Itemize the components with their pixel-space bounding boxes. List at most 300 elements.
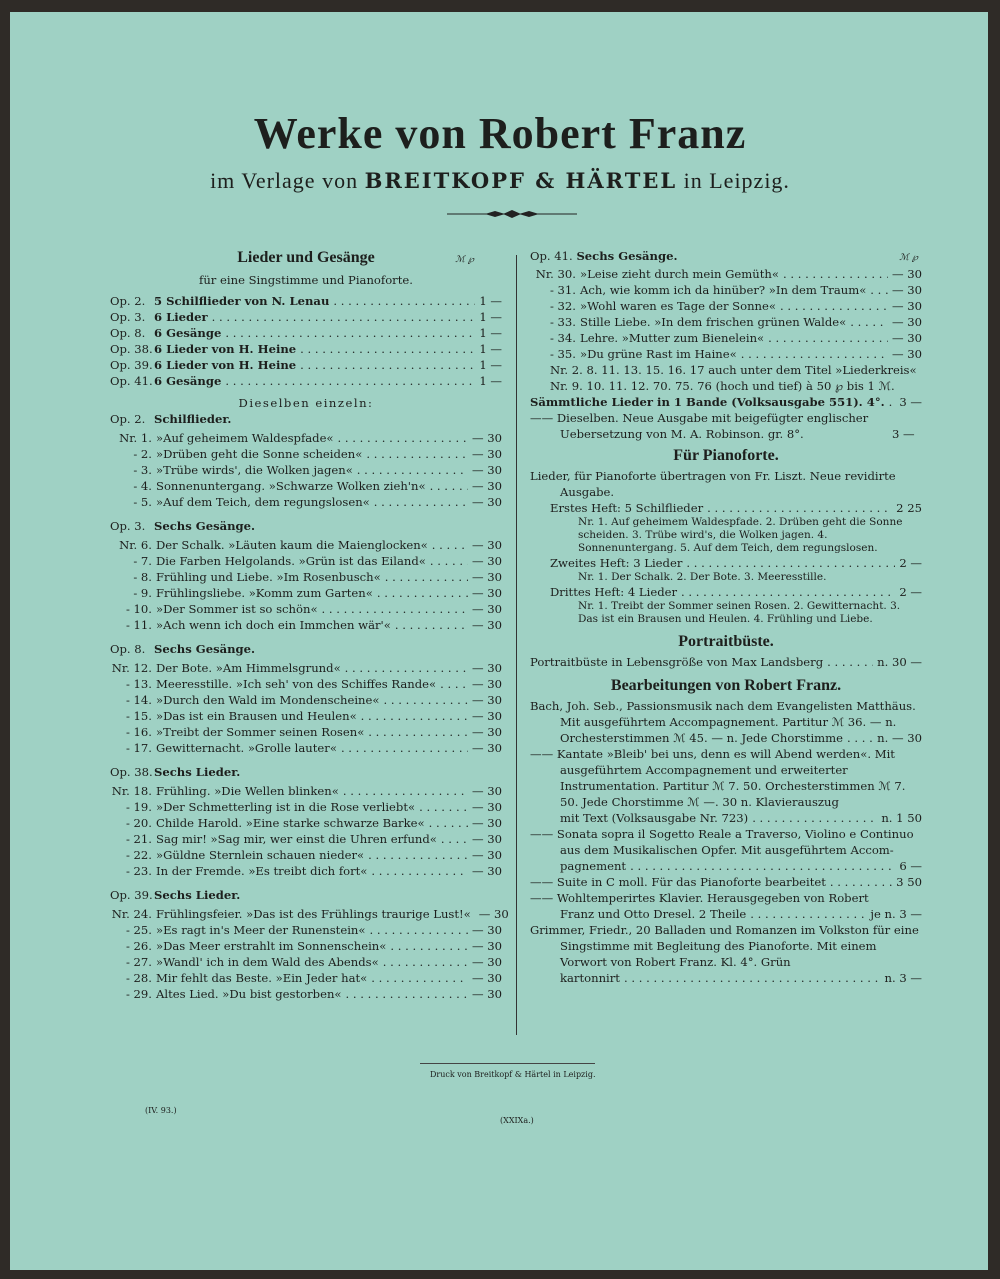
song-title: Frühling. »Die Wellen blinken« xyxy=(156,784,339,798)
collection-price: 1 — xyxy=(479,294,502,308)
song-label xyxy=(530,282,866,298)
song-price: — 30 xyxy=(471,677,502,691)
song-row xyxy=(530,298,922,314)
saemmtliche-row xyxy=(530,394,922,410)
song-price: — 30 xyxy=(471,741,502,755)
song-price: — 30 xyxy=(891,331,922,345)
song-label xyxy=(110,906,471,922)
song-price: — 30 xyxy=(471,816,502,830)
dieselben-text: —— Dieselben. Neue Ausgabe mit beigefügter englischer Uebersetzung von M. A. Robinson. gr. 8°. xyxy=(530,411,869,441)
heft3-price: 2 — xyxy=(899,585,922,599)
footer-rule xyxy=(420,1063,595,1064)
leader-dots xyxy=(225,373,475,389)
song-title: Frühling und Liebe. »Im Rosenbusch« xyxy=(156,570,381,584)
song-row xyxy=(110,831,502,847)
song-label xyxy=(110,462,353,478)
leader-dots xyxy=(357,462,468,478)
leader-dots xyxy=(441,831,468,847)
song-number: - 13. xyxy=(125,677,152,691)
song-number: - 17. xyxy=(125,741,152,755)
song-price: — 30 xyxy=(471,602,502,616)
song-label xyxy=(110,986,342,1002)
leader-dots xyxy=(368,847,468,863)
song-row xyxy=(110,708,502,724)
group-title: Sechs Lieder. xyxy=(154,888,241,902)
song-price: — 30 xyxy=(471,800,502,814)
song-label xyxy=(530,314,846,330)
leader-dots xyxy=(343,783,468,799)
song-number: - 8. xyxy=(133,570,152,584)
bach-wtk-row xyxy=(530,906,922,922)
song-title: Der Schalk. »Läuten kaum die Maienglocken« xyxy=(156,538,428,552)
left-column xyxy=(110,249,509,1002)
song-row xyxy=(110,906,509,922)
song-price: — 30 xyxy=(471,923,502,937)
leader-dots xyxy=(419,799,468,815)
collection-row xyxy=(110,325,502,341)
song-label xyxy=(110,537,428,553)
song-number: - 20. xyxy=(125,816,152,830)
song-row xyxy=(110,815,502,831)
song-label xyxy=(110,676,436,692)
song-number: - 4. xyxy=(133,479,152,493)
dieselben-entry: —— Dieselben. Neue Ausgabe mit beigefügter englischer Uebersetzung von M. A. Robinson. gr. 8°. 3 — xyxy=(530,411,915,441)
collection-title: 6 Gesänge xyxy=(154,326,222,340)
song-title: Stille Liebe. »In dem frischen grünen Walde« xyxy=(580,315,847,329)
portrait-heading: Portraitbüste. xyxy=(678,633,774,650)
song-number: - 3. xyxy=(133,463,152,477)
bach-sonata-text: —— Sonata sopra il Sogetto Reale a Traverso, Violino e Continuo aus dem Musikalischen Opfer. Mit ausgeführtem Accom- xyxy=(530,827,914,857)
portrait-title: Portraitbüste in Lebensgröße von Max Landsberg xyxy=(530,655,824,669)
song-title: »Leise zieht durch mein Gemüth« xyxy=(580,267,779,281)
song-title: Frühlingsfeier. »Das ist des Frühlings traurige Lust!« xyxy=(156,907,471,921)
song-title: »Durch den Wald im Mondenscheine« xyxy=(156,693,380,707)
song-row xyxy=(530,266,922,282)
song-row xyxy=(110,617,502,633)
song-price: — 30 xyxy=(471,832,502,846)
leader-dots xyxy=(432,537,468,553)
song-price: — 30 xyxy=(471,784,502,798)
currency-header-right: ℳ ℘ xyxy=(899,253,918,263)
lieder-heading-row xyxy=(110,250,502,270)
song-number: Nr. 12. xyxy=(111,661,152,675)
song-number: - 2. xyxy=(133,447,152,461)
leader-dots xyxy=(768,330,888,346)
song-price: — 30 xyxy=(478,907,509,921)
lieder-heading: Lieder und Gesänge xyxy=(237,249,375,266)
group-title: Schilflieder. xyxy=(154,412,232,426)
song-row xyxy=(530,330,922,346)
collection-title: 6 Lieder von H. Heine xyxy=(154,342,297,356)
song-number: - 31. xyxy=(549,283,576,297)
song-title: Mir fehlt das Beste. »Ein Jeder hat« xyxy=(156,971,368,985)
song-label xyxy=(110,799,415,815)
bach-kantate-text: —— Kantate »Bleib' bei uns, denn es will Abend werden«. Mit ausgeführtem Accompagnement und erweiterter Instrumentation. Partitur ℳ 7. 50. Orchesterstimmen ℳ 7. 50. Jede Chorstimme ℳ —. 30 n. Klavierauszug xyxy=(530,747,906,809)
song-label xyxy=(110,601,318,617)
leader-dots xyxy=(383,692,467,708)
subtitle-post: in Leipzig. xyxy=(677,168,790,193)
group-op: Op. 8. xyxy=(110,642,146,656)
song-label xyxy=(110,954,379,970)
song-title: »Wandl' ich in dem Wald des Abends« xyxy=(156,955,379,969)
leader-dots xyxy=(385,569,468,585)
song-row xyxy=(110,954,502,970)
collection-op: Op. 3. xyxy=(110,310,146,324)
song-title: »Du grüne Rast im Haine« xyxy=(580,347,737,361)
song-row xyxy=(110,569,502,585)
song-number: Nr. 6. xyxy=(119,538,152,552)
song-label xyxy=(110,863,367,879)
song-title: »Treibt der Sommer seinen Rosen« xyxy=(156,725,365,739)
grimmer-row xyxy=(530,970,922,986)
song-row xyxy=(530,314,922,330)
note-hoch-tief: Nr. 9. 10. 11. 12. 70. 75. 76 (hoch und tief) à 50 ℘ bis 1 ℳ. xyxy=(550,379,895,393)
song-label xyxy=(110,783,339,799)
song-row xyxy=(110,922,502,938)
bach-passion-last: Orchesterstimmen ℳ 45. — n. Jede Chorstimme xyxy=(560,731,844,745)
song-number: - 11. xyxy=(125,618,152,632)
leader-dots xyxy=(374,494,468,510)
groups-list xyxy=(110,411,509,1002)
song-number: - 34. xyxy=(549,331,576,345)
song-row xyxy=(110,537,502,553)
bach-suite-price: 3 50 xyxy=(896,875,922,889)
op41-op: Op. 41. xyxy=(530,249,573,263)
song-price: — 30 xyxy=(471,725,502,739)
note-liederkreis: Nr. 2. 8. 11. 13. 15. 16. 17 auch unter dem Titel »Liederkreis« xyxy=(550,363,917,377)
bach-kantate-price: n. 1 50 xyxy=(881,811,922,825)
leader-dots xyxy=(390,938,468,954)
song-label xyxy=(110,831,437,847)
song-number: - 27. xyxy=(125,955,152,969)
leader-dots xyxy=(430,478,468,494)
collection-label xyxy=(110,341,296,357)
collection-price: 1 — xyxy=(479,310,502,324)
bach-suite: —— Suite in C moll. Für das Pianoforte bearbeitet xyxy=(530,875,826,889)
right-column xyxy=(530,248,922,986)
heft1-contents: Nr. 1. Auf geheimem Waldespfade. 2. Drüben geht die Sonne scheiden. 3. Trübe wird's, die Wolken jagen. 4. Sonnenuntergang. 5. Auf dem Teich, dem regungslosen. xyxy=(578,516,903,554)
song-price: — 30 xyxy=(471,538,502,552)
song-number: Nr. 18. xyxy=(111,784,152,798)
collection-label xyxy=(110,325,221,341)
song-row xyxy=(110,863,502,879)
song-price: — 30 xyxy=(471,479,502,493)
bach-sonata-last: pagnement xyxy=(560,859,627,873)
heft2-contents: Nr. 1. Der Schalk. 2. Der Bote. 3. Meeresstille. xyxy=(578,571,827,583)
song-number: - 32. xyxy=(549,299,576,313)
song-row xyxy=(530,282,922,298)
collection-label xyxy=(110,357,296,373)
song-row xyxy=(110,938,502,954)
group-title: Sechs Lieder. xyxy=(154,765,241,779)
song-number: - 22. xyxy=(125,848,152,862)
bearbeitungen-heading: Bearbeitungen von Robert Franz. xyxy=(610,677,842,694)
song-row xyxy=(110,446,502,462)
leader-dots xyxy=(361,708,468,724)
leader-dots xyxy=(300,341,475,357)
song-number: - 9. xyxy=(133,586,152,600)
einzeln-heading: Dieselben einzeln: xyxy=(238,396,374,410)
leader-dots xyxy=(368,724,468,740)
leader-dots xyxy=(741,346,888,362)
song-label xyxy=(110,585,373,601)
song-row xyxy=(110,692,502,708)
collection-title: 6 Lieder von H. Heine xyxy=(154,358,297,372)
leader-dots xyxy=(225,325,475,341)
song-number: - 5. xyxy=(133,495,152,509)
collection-row xyxy=(110,341,502,357)
leader-dots xyxy=(850,314,888,330)
song-price: — 30 xyxy=(891,299,922,313)
leader-dots xyxy=(369,922,467,938)
collection-price: 1 — xyxy=(479,358,502,372)
song-title: Der Bote. »Am Himmelsgrund« xyxy=(156,661,341,675)
bach-wtk-price: je n. 3 — xyxy=(870,907,922,921)
collection-label xyxy=(110,309,208,325)
song-label xyxy=(110,569,381,585)
collection-title: 6 Lieder xyxy=(154,310,208,324)
song-price: — 30 xyxy=(471,554,502,568)
collection-price: 1 — xyxy=(479,342,502,356)
leader-dots xyxy=(345,660,468,676)
leader-dots xyxy=(333,293,475,309)
song-row xyxy=(110,970,502,986)
song-number: Nr. 1. xyxy=(119,431,152,445)
song-label xyxy=(110,740,337,756)
ornament-divider xyxy=(447,208,577,220)
song-title: Sag mir! »Sag mir, wer einst die Uhren erfund« xyxy=(156,832,437,846)
collection-title: 5 Schilflieder von N. Lenau xyxy=(154,294,330,308)
song-row xyxy=(110,478,502,494)
footer-code-left: (IV. 93.) xyxy=(145,1106,177,1115)
collection-price: 1 — xyxy=(479,326,502,340)
song-label xyxy=(110,478,426,494)
op41-title: Sechs Gesänge. xyxy=(576,249,678,263)
leader-dots xyxy=(395,617,468,633)
song-title: »Es ragt in's Meer der Runenstein« xyxy=(156,923,366,937)
collection-op: Op. 41. xyxy=(110,374,153,388)
portrait-row xyxy=(530,654,922,670)
leader-dots xyxy=(429,815,468,831)
printer-credit: Druck von Breitkopf & Härtel in Leipzig. xyxy=(430,1070,596,1079)
heft3-row xyxy=(530,584,922,600)
song-price: — 30 xyxy=(471,586,502,600)
song-title: »Wohl waren es Tage der Sonne« xyxy=(580,299,776,313)
group-op: Op. 2. xyxy=(110,412,146,426)
heft3-title: Drittes Heft: 4 Lieder xyxy=(550,585,678,599)
pianoforte-heading: Für Pianoforte. xyxy=(673,447,779,464)
song-label xyxy=(110,446,362,462)
collection-label xyxy=(110,293,329,309)
group-heading xyxy=(110,518,502,534)
song-row xyxy=(110,847,502,863)
collection-row xyxy=(110,357,502,373)
song-label xyxy=(530,266,779,282)
bach-suite-row xyxy=(530,874,922,890)
song-title: »Das Meer erstrahlt im Sonnenschein« xyxy=(156,939,387,953)
leader-dots xyxy=(383,954,468,970)
collection-op: Op. 2. xyxy=(110,294,146,308)
song-number: - 23. xyxy=(125,864,152,878)
heft3-contents: Nr. 1. Treibt der Sommer seinen Rosen. 2. Gewitternacht. 3. Das ist ein Brausen und Heulen. 4. Frühling und Liebe. xyxy=(578,600,901,625)
leader-dots xyxy=(366,446,468,462)
song-price: — 30 xyxy=(471,463,502,477)
song-number: - 7. xyxy=(133,554,152,568)
heft2-price: 2 — xyxy=(899,556,922,570)
leader-dots xyxy=(341,740,468,756)
leader-dots xyxy=(300,357,475,373)
song-price: — 30 xyxy=(891,283,922,297)
grimmer-price: n. 3 — xyxy=(884,971,922,985)
bach-passion-text: Bach, Joh. Seb., Passionsmusik nach dem Evangelisten Matthäus. Mit ausgeführtem Accompagnement. Partitur ℳ 36. — n. xyxy=(530,699,916,729)
song-number: - 26. xyxy=(125,939,152,953)
song-label xyxy=(110,617,391,633)
song-price: — 30 xyxy=(471,431,502,445)
heft1-title: Erstes Heft: 5 Schilflieder xyxy=(550,501,704,515)
collection-op: Op. 38. xyxy=(110,342,153,356)
collection-label xyxy=(110,373,221,389)
song-row xyxy=(110,799,502,815)
op41-list xyxy=(530,266,922,362)
op41-heading xyxy=(530,248,922,266)
heft2-title: Zweites Heft: 3 Lieder xyxy=(550,556,683,570)
leader-dots xyxy=(377,585,468,601)
leader-dots xyxy=(780,298,888,314)
song-title: In der Fremde. »Es treibt dich fort« xyxy=(156,864,368,878)
song-price: — 30 xyxy=(471,955,502,969)
song-title: »Güldne Sternlein schauen nieder« xyxy=(156,848,365,862)
group-title: Sechs Gesänge. xyxy=(154,642,256,656)
song-number: - 28. xyxy=(125,971,152,985)
song-title: »Das ist ein Brausen und Heulen« xyxy=(156,709,357,723)
song-price: — 30 xyxy=(471,495,502,509)
song-number: - 35. xyxy=(549,347,576,361)
song-title: Meeresstille. »Ich seh' von des Schiffes Rande« xyxy=(156,677,437,691)
song-row xyxy=(110,740,502,756)
song-row xyxy=(110,676,502,692)
song-number: - 29. xyxy=(125,987,152,1001)
portrait-price: n. 30 — xyxy=(877,655,922,669)
leader-dots xyxy=(338,430,468,446)
song-price: — 30 xyxy=(471,939,502,953)
lieder-subheading: für eine Singstimme und Pianoforte. xyxy=(199,273,413,287)
song-price: — 30 xyxy=(471,618,502,632)
song-label xyxy=(110,494,370,510)
bach-sonata-row xyxy=(530,858,922,874)
group-op: Op. 39. xyxy=(110,888,153,902)
song-label xyxy=(110,970,367,986)
group-op: Op. 3. xyxy=(110,519,146,533)
song-price: — 30 xyxy=(891,267,922,281)
song-price: — 30 xyxy=(891,347,922,361)
song-title: Sonnenuntergang. »Schwarze Wolken zieh'n« xyxy=(156,479,426,493)
song-title: Gewitternacht. »Grolle lauter« xyxy=(156,741,337,755)
song-row xyxy=(110,783,502,799)
group-op: Op. 38. xyxy=(110,765,153,779)
song-price: — 30 xyxy=(471,570,502,584)
leader-dots xyxy=(371,970,468,986)
publisher-name: BREITKOPF & HÄRTEL xyxy=(364,168,678,193)
song-row xyxy=(110,724,502,740)
collection-row xyxy=(110,309,502,325)
page-title: Werke von Robert Franz xyxy=(253,109,747,158)
saemmtliche-price: 3 — xyxy=(899,395,922,409)
song-price: — 30 xyxy=(471,864,502,878)
song-label xyxy=(110,724,364,740)
song-price: — 30 xyxy=(471,447,502,461)
song-number: Nr. 30. xyxy=(535,267,576,281)
collections-list xyxy=(110,293,502,389)
column-divider xyxy=(516,255,517,1035)
song-title: »Drüben geht die Sonne scheiden« xyxy=(156,447,363,461)
collection-title: 6 Gesänge xyxy=(154,374,222,388)
group-heading xyxy=(110,764,502,780)
leader-dots xyxy=(430,553,468,569)
currency-header: ℳ ℘ xyxy=(455,255,474,265)
song-title: »Trübe wirds', die Wolken jagen« xyxy=(156,463,353,477)
bach-passion-row xyxy=(530,730,922,746)
leader-dots xyxy=(322,601,468,617)
song-label xyxy=(110,430,334,446)
footer-code-center: (XXIXa.) xyxy=(500,1116,534,1125)
grimmer-last: kartonnirt xyxy=(560,971,620,985)
song-number: - 21. xyxy=(125,832,152,846)
group-heading xyxy=(110,887,502,903)
song-row xyxy=(530,346,922,362)
song-label xyxy=(110,847,364,863)
leader-dots xyxy=(440,676,468,692)
song-row xyxy=(110,553,502,569)
group-heading xyxy=(110,641,502,657)
bach-kantate-row xyxy=(530,810,922,826)
heft1-row xyxy=(530,500,922,516)
song-price: — 30 xyxy=(471,661,502,675)
song-title: Frühlingsliebe. »Komm zum Garten« xyxy=(156,586,373,600)
subtitle-pre: im Verlage von xyxy=(210,168,365,193)
song-label xyxy=(110,938,386,954)
song-label xyxy=(110,815,425,831)
song-price: — 30 xyxy=(891,315,922,329)
publisher-line xyxy=(0,168,1000,194)
song-row xyxy=(110,494,502,510)
song-title: »Der Schmetterling ist in die Rose verliebt« xyxy=(156,800,416,814)
song-price: — 30 xyxy=(471,987,502,1001)
heft1-price: 2 25 xyxy=(896,501,922,515)
song-number: - 25. xyxy=(125,923,152,937)
song-label xyxy=(110,553,426,569)
song-row xyxy=(110,601,502,617)
song-title: »Auf dem Teich, dem regungslosen« xyxy=(156,495,370,509)
leader-dots xyxy=(212,309,476,325)
song-number: - 16. xyxy=(125,725,152,739)
liszt-entry: Lieder, für Pianoforte übertragen von Fr. Liszt. Neue revidirte Ausgabe. xyxy=(530,469,896,499)
collection-op: Op. 8. xyxy=(110,326,146,340)
saemmtliche-title: Sämmtliche Lieder in 1 Bande (Volksausgabe 551). 4°. xyxy=(530,395,885,409)
collection-row xyxy=(110,293,502,309)
song-price: — 30 xyxy=(471,709,502,723)
song-title: Lehre. »Mutter zum Bienelein« xyxy=(580,331,765,345)
song-title: »Ach wenn ich doch ein Immchen wär'« xyxy=(156,618,391,632)
song-number: Nr. 24. xyxy=(111,907,152,921)
leader-dots xyxy=(870,282,888,298)
song-price: — 30 xyxy=(471,971,502,985)
song-number: - 10. xyxy=(125,602,152,616)
leader-dots xyxy=(371,863,468,879)
bach-wtk-last: Franz und Otto Dresel. 2 Theile xyxy=(560,907,747,921)
grimmer-text: Grimmer, Friedr., 20 Balladen und Romanzen im Volkston für eine Singstimme mit Begleitung des Pianoforte. Mit einem Vorwort von Robert Franz. Kl. 4°. Grün xyxy=(530,923,919,969)
leader-dots xyxy=(783,266,888,282)
collection-price: 1 — xyxy=(479,374,502,388)
